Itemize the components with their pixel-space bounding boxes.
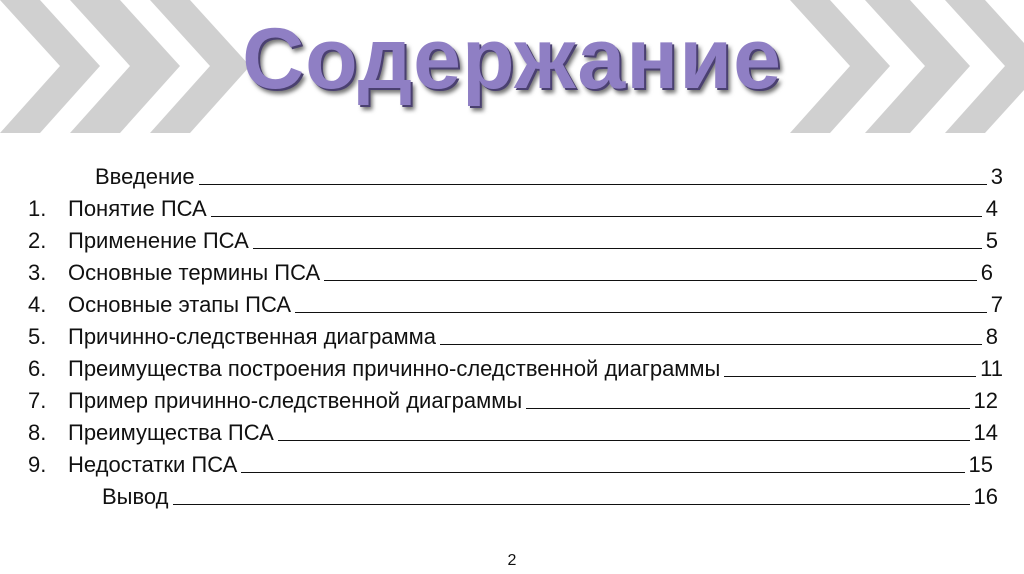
toc-item-page: 4	[985, 196, 998, 221]
toc-leader-line	[253, 247, 982, 249]
toc-item-text: Вывод	[102, 484, 169, 509]
toc-item-text: Основные этапы ПСА	[68, 292, 292, 317]
toc-leader-line	[724, 375, 976, 377]
toc-item-text: Пример причинно-следственной диаграммы	[68, 388, 523, 413]
toc-item-3[interactable]	[28, 256, 993, 286]
toc-item-page: 3	[990, 164, 1003, 189]
toc-item-7[interactable]	[28, 384, 998, 414]
toc-item-number: 6.	[28, 356, 47, 381]
toc-item-page: 16	[973, 484, 998, 509]
toc-item-text: Недостатки ПСА	[68, 452, 238, 477]
toc-item-4[interactable]	[28, 288, 1003, 318]
toc-item-text: Применение ПСА	[68, 228, 249, 253]
toc-leader-line	[173, 503, 970, 505]
toc-item-2[interactable]	[28, 224, 998, 254]
toc-item-text: Основные термины ПСА	[68, 260, 321, 285]
toc-item-9[interactable]	[28, 448, 993, 478]
toc-leader-line	[211, 215, 982, 217]
toc-leader-line	[278, 439, 970, 441]
toc-item-number: 1.	[28, 196, 47, 221]
toc-item-text: Преимущества построения причинно-следственной диаграммы	[68, 356, 721, 381]
toc-leader-line	[295, 311, 987, 313]
toc-item-8[interactable]	[28, 416, 998, 446]
toc-item-text: Введение	[95, 164, 195, 189]
toc-leader-line	[440, 343, 982, 345]
toc-item-number: 9.	[28, 452, 47, 477]
toc-item-page: 7	[990, 292, 1003, 317]
toc-item-number: 3.	[28, 260, 47, 285]
toc-item-6[interactable]	[28, 352, 1003, 382]
toc-item-page: 15	[968, 452, 993, 477]
toc-item-number: 5.	[28, 324, 47, 349]
toc-item-text: Преимущества ПСА	[68, 420, 274, 445]
toc-item-1[interactable]	[28, 192, 998, 222]
toc-item-number: 2.	[28, 228, 47, 253]
toc-item-number: 8.	[28, 420, 47, 445]
slide-page-number: 2	[507, 552, 517, 569]
toc-item-page: 8	[985, 324, 998, 349]
toc-item-intro[interactable]	[95, 160, 1003, 190]
toc-item-5[interactable]	[28, 320, 998, 350]
toc-item-number: 7.	[28, 388, 47, 413]
toc-item-page: 14	[973, 420, 998, 445]
toc-item-conclusion[interactable]	[102, 480, 998, 510]
toc-item-page: 5	[985, 228, 998, 253]
toc-item-page: 11	[980, 356, 1003, 381]
toc-item-text: Понятие ПСА	[68, 196, 207, 221]
toc-leader-line	[324, 279, 977, 281]
page-title: Содержание	[242, 11, 782, 107]
toc-item-text: Причинно-следственная диаграмма	[68, 324, 437, 349]
toc-item-number: 4.	[28, 292, 47, 317]
toc-leader-line	[526, 407, 969, 409]
toc-item-page: 6	[980, 260, 993, 285]
toc-leader-line	[241, 471, 964, 473]
toc-item-page: 12	[973, 388, 998, 413]
toc-leader-line	[199, 183, 987, 185]
